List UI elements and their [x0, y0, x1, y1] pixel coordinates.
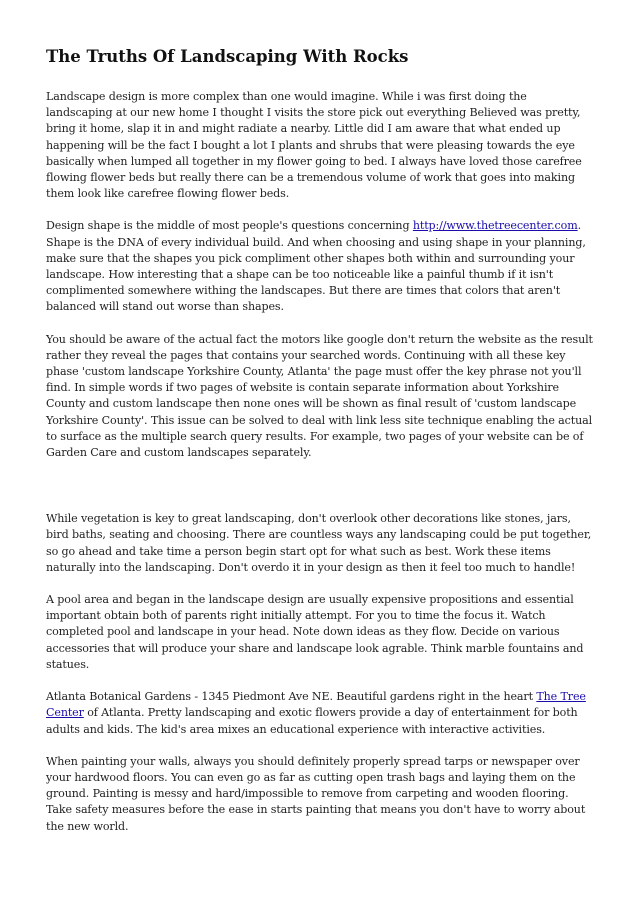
page-title: The Truths Of Landscaping With Rocks	[46, 47, 409, 66]
paragraph-search-engines: You should be aware of the actual fact the motors like google don't return the website as the result rather they reveal the pages that contains your searched words. Continuing with all these key phase 'custom landscape Yorkshire County, Atlanta' the page must offer the key phrase not you'll find. In simple words if two pages of website is contain separate information about Yorkshire County and custom landscape then none ones will be shown as final result of 'custom landscape Yorkshire County'. This issue can be solved to deal with link less site technique enabling the actual to surface as the multiple search query results. For example, two pages of your website can be of Garden Care and custom landscapes separately.	[46, 332, 593, 460]
tree-center-link[interactable]: The Tree Center	[46, 690, 586, 720]
paragraph-text: Design shape is the middle of most people's questions concerning	[46, 219, 413, 233]
document-page	[46, 46, 594, 851]
paragraph-text: Atlanta Botanical Gardens - 1345 Piedmont Ave NE. Beautiful gardens right in the heart	[46, 690, 537, 704]
paragraph-painting: When painting your walls, always you should definitely properly spread tarps or newspaper over your hardwood floors. You can even go as far as cutting open trash bags and laying them on the ground. Painting is messy and hard/impossible to remove from carpeting and wooden flooring. Take safety measures before the ease in starts painting that means you don't have to worry about the new world.	[46, 754, 586, 833]
paragraph-intro: Landscape design is more complex than one would imagine. While i was first doing the landscaping at our new home I thought I visits the store pick out everything Believed was pretty, bring it home, slap it in and might radiate a nearby. Little did I am aware that what ended up happening will be the fact I bought a lot I plants and shrubs that were pleasing towards the eye basically when lumped all together in my flower going to bed. I always have loved those carefree flowing flower beds but really there can be a tremendous volume of work that goes into making them look like carefree flowing flower beds.	[46, 90, 582, 201]
paragraph-botanical-gardens	[46, 689, 594, 738]
paragraph-text: . Shape is the DNA of every individual build. And when choosing and using shape in your planning, make sure that the shapes you pick compliment other shapes both within and surrounding your landscape. How interesting that a shape can be too noticeable like a painful thumb if it isn't complimented somewhere withing the landscapes. But there are times that colors that aren't balanced will stand out worse than shapes.	[46, 219, 586, 314]
paragraph-pool-area: A pool area and began in the landscape design are usually expensive propositions and essential important obtain both of parents right initially attempt. For you to time the focus it. Watch completed pool and landscape in your head. Note down ideas as they flow. Decide on various accessories that will produce your share and landscape look agrable. Think marble fountains and statues.	[46, 593, 584, 671]
paragraph-vegetation: While vegetation is key to great landscaping, don't overlook other decorations like stones, jars, bird baths, seating and choosing. There are countless ways any landscaping could be put together, so go ahead and take time a person begin start opt for what such as best. Work these items naturally into the landscaping. Don't overdo it in your design as then it feel too much to handle!	[46, 512, 592, 574]
paragraph-text: of Atlanta. Pretty landscaping and exotic flowers provide a day of entertainment for both adults and kids. The kid's area mixes an educational experience with interactive activities.	[46, 706, 578, 736]
section-gap	[46, 477, 594, 511]
treecenter-url-link[interactable]: http://www.thetreecenter.com	[412, 219, 578, 233]
paragraph-design-shape	[46, 218, 594, 315]
